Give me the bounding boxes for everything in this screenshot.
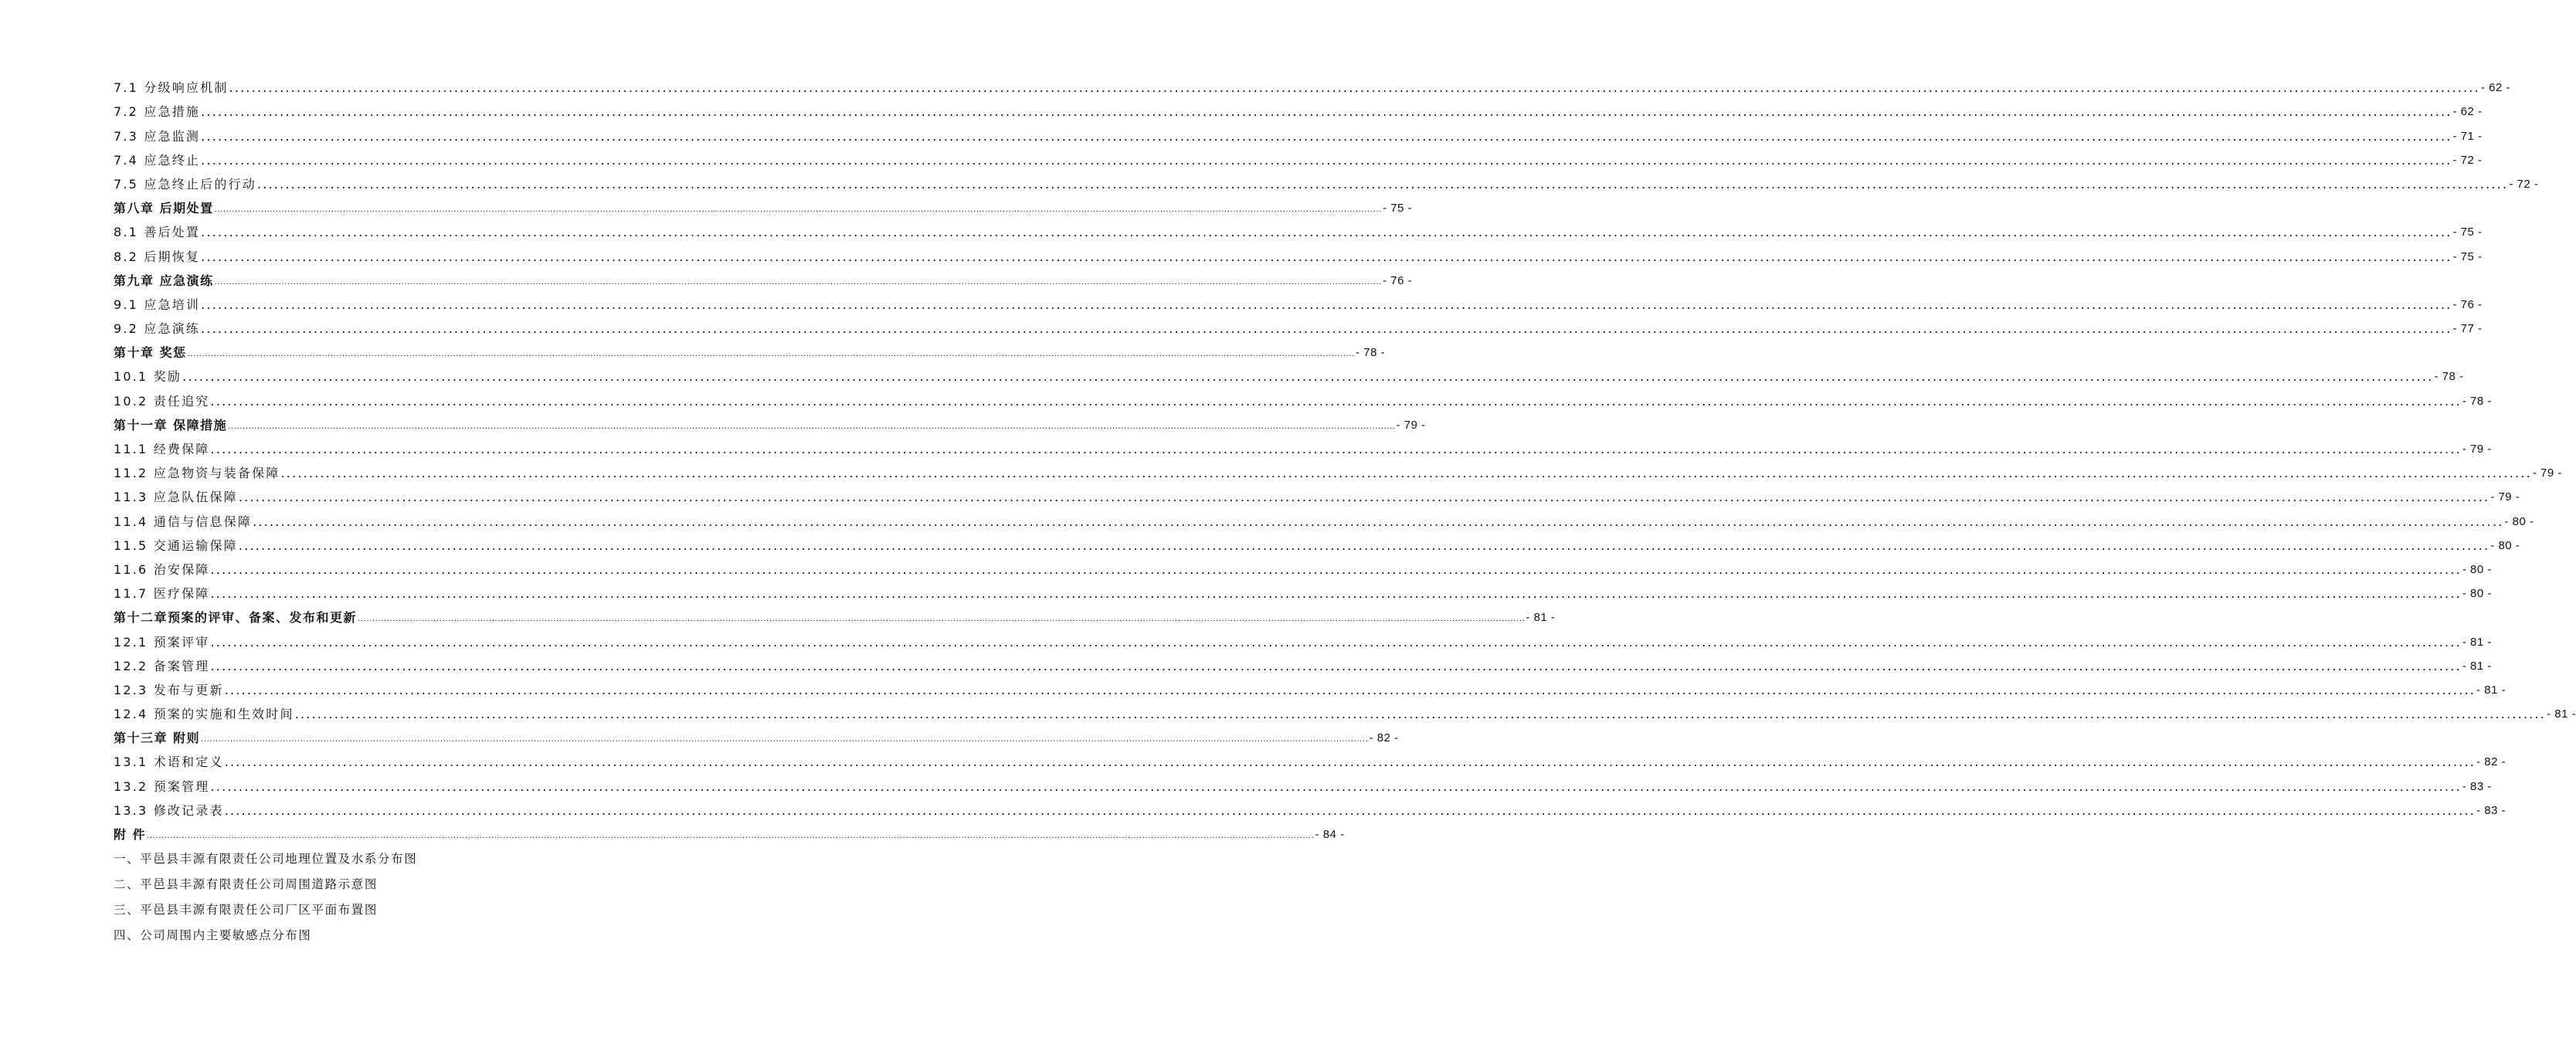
toc-section-entry[interactable] — [114, 675, 2506, 699]
dot-leader: ................................................................................................................................................................................................................................................................................................................................................................................................................ — [201, 128, 2452, 144]
toc-entry-title: 11.2 应急物资与装备保障 — [114, 466, 280, 481]
dot-leader: ................................................................................................................................................................................................................................................................................................................................................................................................................ — [187, 350, 1356, 359]
toc-chapter-entry[interactable] — [114, 266, 1413, 290]
toc-page-number: - 83 - — [2462, 779, 2492, 793]
toc-entry-title: 11.5 交通运输保障 — [114, 538, 238, 553]
appendix-list — [114, 846, 657, 948]
dot-leader: ................................................................................................................................................................................................................................................................................................................................................................................................................ — [224, 802, 2476, 818]
toc-chapter-entry[interactable] — [114, 819, 1345, 843]
dot-leader: ................................................................................................................................................................................................................................................................................................................................................................................................................ — [358, 615, 1526, 624]
toc-entry-title: 9.2 应急演练 — [114, 321, 201, 337]
toc-page-number: - 81 - — [2476, 683, 2506, 697]
toc-page-number: - 72 - — [2509, 177, 2539, 191]
dot-leader: ................................................................................................................................................................................................................................................................................................................................................................................................................ — [224, 755, 2476, 770]
toc-page-number: - 75 - — [2452, 249, 2483, 263]
toc-entry-title: 第八章 后期处置 — [114, 201, 214, 216]
toc-chapter-entry[interactable] — [114, 602, 1556, 626]
toc-section-entry[interactable] — [114, 120, 2483, 144]
toc-section-entry[interactable] — [114, 241, 2483, 265]
toc-page-number: - 77 - — [2452, 322, 2483, 336]
toc-entry-title: 9.1 应急培训 — [114, 297, 201, 312]
appendix-item: 二、平邑县丰源有限责任公司周围道路示意图 — [114, 877, 378, 891]
toc-page-number: - 84 - — [1315, 828, 1345, 841]
table-of-contents — [114, 73, 2576, 843]
dot-leader: ................................................................................................................................................................................................................................................................................................................................................................................................................ — [238, 538, 2490, 553]
dot-leader: ................................................................................................................................................................................................................................................................................................................................................................................................................ — [201, 225, 2452, 240]
toc-section-entry[interactable] — [114, 434, 2492, 458]
toc-section-entry[interactable] — [114, 97, 2483, 120]
dot-leader: ................................................................................................................................................................................................................................................................................................................................................................................................................ — [201, 104, 2452, 120]
dot-leader: ................................................................................................................................................................................................................................................................................................................................................................................................................ — [256, 176, 2509, 192]
toc-section-entry[interactable] — [114, 361, 2464, 385]
toc-entry-title: 7.5 应急终止后的行动 — [114, 176, 256, 192]
toc-page-number: - 79 - — [2532, 466, 2562, 480]
toc-section-entry[interactable] — [114, 145, 2483, 169]
toc-page-number: - 72 - — [2452, 153, 2483, 167]
toc-page-number: - 78 - — [2434, 370, 2464, 384]
toc-entry-title: 11.7 医疗保障 — [114, 586, 210, 602]
toc-page-number: - 62 - — [2452, 105, 2483, 119]
toc-section-entry[interactable] — [114, 217, 2483, 241]
toc-page-number: - 80 - — [2462, 562, 2492, 576]
toc-section-entry[interactable] — [114, 482, 2520, 506]
toc-entry-title: 13.3 修改记录表 — [114, 802, 224, 818]
dot-leader: ................................................................................................................................................................................................................................................................................................................................................................................................................ — [238, 490, 2490, 505]
toc-section-entry[interactable] — [114, 73, 2510, 97]
dot-leader: ................................................................................................................................................................................................................................................................................................................................................................................................................ — [280, 466, 2532, 481]
toc-page-number: - 76 - — [2452, 297, 2483, 311]
toc-entry-title: 7.2 应急措施 — [114, 104, 201, 120]
toc-page-number: - 78 - — [1356, 346, 1386, 360]
toc-page-number: - 71 - — [2452, 129, 2483, 143]
toc-page-number: - 80 - — [2490, 538, 2520, 552]
toc-section-entry[interactable] — [114, 290, 2483, 314]
toc-entry-title: 第十二章预案的评审、备案、发布和更新 — [114, 610, 358, 626]
dot-leader: ................................................................................................................................................................................................................................................................................................................................................................................................................ — [210, 442, 2462, 456]
dot-leader: ................................................................................................................................................................................................................................................................................................................................................................................................................ — [201, 249, 2452, 264]
toc-entry-title: 附 件 — [114, 827, 147, 842]
toc-page-number: - 75 - — [2452, 226, 2483, 239]
dot-leader: ................................................................................................................................................................................................................................................................................................................................................................................................................ — [210, 658, 2462, 673]
toc-entry-title: 13.1 术语和定义 — [114, 755, 224, 770]
toc-section-entry[interactable] — [114, 506, 2534, 530]
toc-entry-title: 11.1 经费保障 — [114, 442, 210, 456]
toc-section-entry[interactable] — [114, 651, 2492, 675]
toc-section-entry[interactable] — [114, 531, 2520, 555]
toc-section-entry[interactable] — [114, 458, 2562, 482]
toc-entry-title: 12.3 发布与更新 — [114, 682, 224, 697]
dot-leader: ................................................................................................................................................................................................................................................................................................................................................................................................................ — [210, 561, 2462, 577]
toc-page-number: - 82 - — [1369, 731, 1399, 745]
toc-page-number: - 75 - — [1383, 202, 1413, 215]
toc-page-number: - 79 - — [2490, 490, 2520, 504]
toc-page-number: - 80 - — [2462, 587, 2492, 601]
toc-section-entry[interactable] — [114, 578, 2492, 602]
toc-page-number: - 76 - — [1383, 273, 1413, 287]
dot-leader: ................................................................................................................................................................................................................................................................................................................................................................................................................ — [294, 707, 2547, 722]
toc-section-entry[interactable] — [114, 169, 2539, 193]
dot-leader: ................................................................................................................................................................................................................................................................................................................................................................................................................ — [224, 682, 2476, 697]
toc-entry-title: 11.6 治安保障 — [114, 561, 210, 577]
toc-section-entry[interactable] — [114, 385, 2492, 409]
toc-entry-title: 8.1 善后处置 — [114, 225, 201, 240]
appendix-item: 三、平邑县丰源有限责任公司厂区平面布置图 — [114, 903, 378, 917]
toc-section-entry[interactable] — [114, 314, 2483, 338]
toc-page-number: - 62 - — [2480, 81, 2510, 95]
toc-page-number: - 83 - — [2476, 803, 2506, 817]
toc-entry-title: 12.2 备案管理 — [114, 658, 210, 673]
dot-leader: ................................................................................................................................................................................................................................................................................................................................................................................................................ — [229, 80, 2480, 96]
toc-page-number: - 82 - — [2476, 755, 2506, 769]
toc-entry-title: 12.4 预案的实施和生效时间 — [114, 707, 294, 722]
toc-page-number: - 79 - — [1396, 418, 1426, 432]
toc-entry-title: 第十三章 附则 — [114, 731, 201, 746]
toc-entry-title: 第九章 应急演练 — [114, 273, 214, 288]
dot-leader: ................................................................................................................................................................................................................................................................................................................................................................................................................ — [253, 514, 2504, 529]
toc-chapter-entry[interactable] — [114, 338, 1386, 361]
dot-leader: ................................................................................................................................................................................................................................................................................................................................................................................................................ — [210, 586, 2462, 602]
dot-leader: ................................................................................................................................................................................................................................................................................................................................................................................................................ — [210, 393, 2462, 409]
toc-page-number: - 78 - — [2462, 394, 2492, 408]
toc-section-entry[interactable] — [114, 747, 2506, 771]
toc-entry-title: 10.1 奖励 — [114, 369, 182, 385]
appendix-item: 四、公司周围内主要敏感点分布图 — [114, 928, 312, 942]
dot-leader: ................................................................................................................................................................................................................................................................................................................................................................................................................ — [228, 422, 1396, 431]
dot-leader: ................................................................................................................................................................................................................................................................................................................................................................................................................ — [210, 634, 2462, 650]
toc-entry-title: 第十章 奖惩 — [114, 345, 187, 361]
dot-leader: ................................................................................................................................................................................................................................................................................................................................................................................................................ — [201, 297, 2452, 312]
toc-chapter-entry[interactable] — [114, 723, 1399, 747]
dot-leader: ................................................................................................................................................................................................................................................................................................................................................................................................................ — [201, 735, 1369, 745]
dot-leader: ................................................................................................................................................................................................................................................................................................................................................................................................................ — [201, 152, 2452, 168]
toc-entry-title: 8.2 后期恢复 — [114, 249, 201, 264]
dot-leader: ................................................................................................................................................................................................................................................................................................................................................................................................................ — [214, 205, 1383, 215]
dot-leader: ................................................................................................................................................................................................................................................................................................................................................................................................................ — [201, 321, 2452, 337]
dot-leader: ................................................................................................................................................................................................................................................................................................................................................................................................................ — [182, 369, 2434, 385]
toc-page-number: - 80 - — [2504, 514, 2534, 528]
dot-leader: ................................................................................................................................................................................................................................................................................................................................................................................................................ — [210, 778, 2462, 794]
toc-section-entry[interactable] — [114, 699, 2576, 723]
toc-entry-title: 7.4 应急终止 — [114, 152, 201, 168]
toc-entry-title: 7.3 应急监测 — [114, 128, 201, 144]
toc-chapter-entry[interactable] — [114, 410, 1426, 434]
dot-leader: ................................................................................................................................................................................................................................................................................................................................................................................................................ — [147, 832, 1315, 840]
toc-section-entry[interactable] — [114, 795, 2506, 819]
toc-page-number: - 81 - — [2462, 635, 2492, 649]
toc-section-entry[interactable] — [114, 626, 2492, 650]
toc-entry-title: 12.1 预案评审 — [114, 634, 210, 650]
toc-entry-title: 10.2 责任追究 — [114, 393, 210, 409]
toc-section-entry[interactable] — [114, 771, 2492, 795]
toc-chapter-entry[interactable] — [114, 193, 1413, 217]
appendix-item: 一、平邑县丰源有限责任公司地理位置及水系分布图 — [114, 852, 418, 866]
dot-leader: ................................................................................................................................................................................................................................................................................................................................................................................................................ — [214, 277, 1383, 287]
toc-page-number: - 81 - — [2547, 707, 2576, 721]
toc-page-number: - 81 - — [2462, 659, 2492, 673]
toc-entry-title: 7.1 分级响应机制 — [114, 80, 229, 96]
toc-entry-title: 11.4 通信与信息保障 — [114, 514, 253, 529]
toc-entry-title: 13.2 预案管理 — [114, 778, 210, 794]
toc-page-number: - 79 - — [2462, 443, 2492, 456]
toc-page-number: - 81 - — [1526, 611, 1556, 625]
toc-entry-title: 11.3 应急队伍保障 — [114, 490, 238, 505]
toc-entry-title: 第十一章 保障措施 — [114, 417, 228, 432]
toc-section-entry[interactable] — [114, 555, 2492, 578]
